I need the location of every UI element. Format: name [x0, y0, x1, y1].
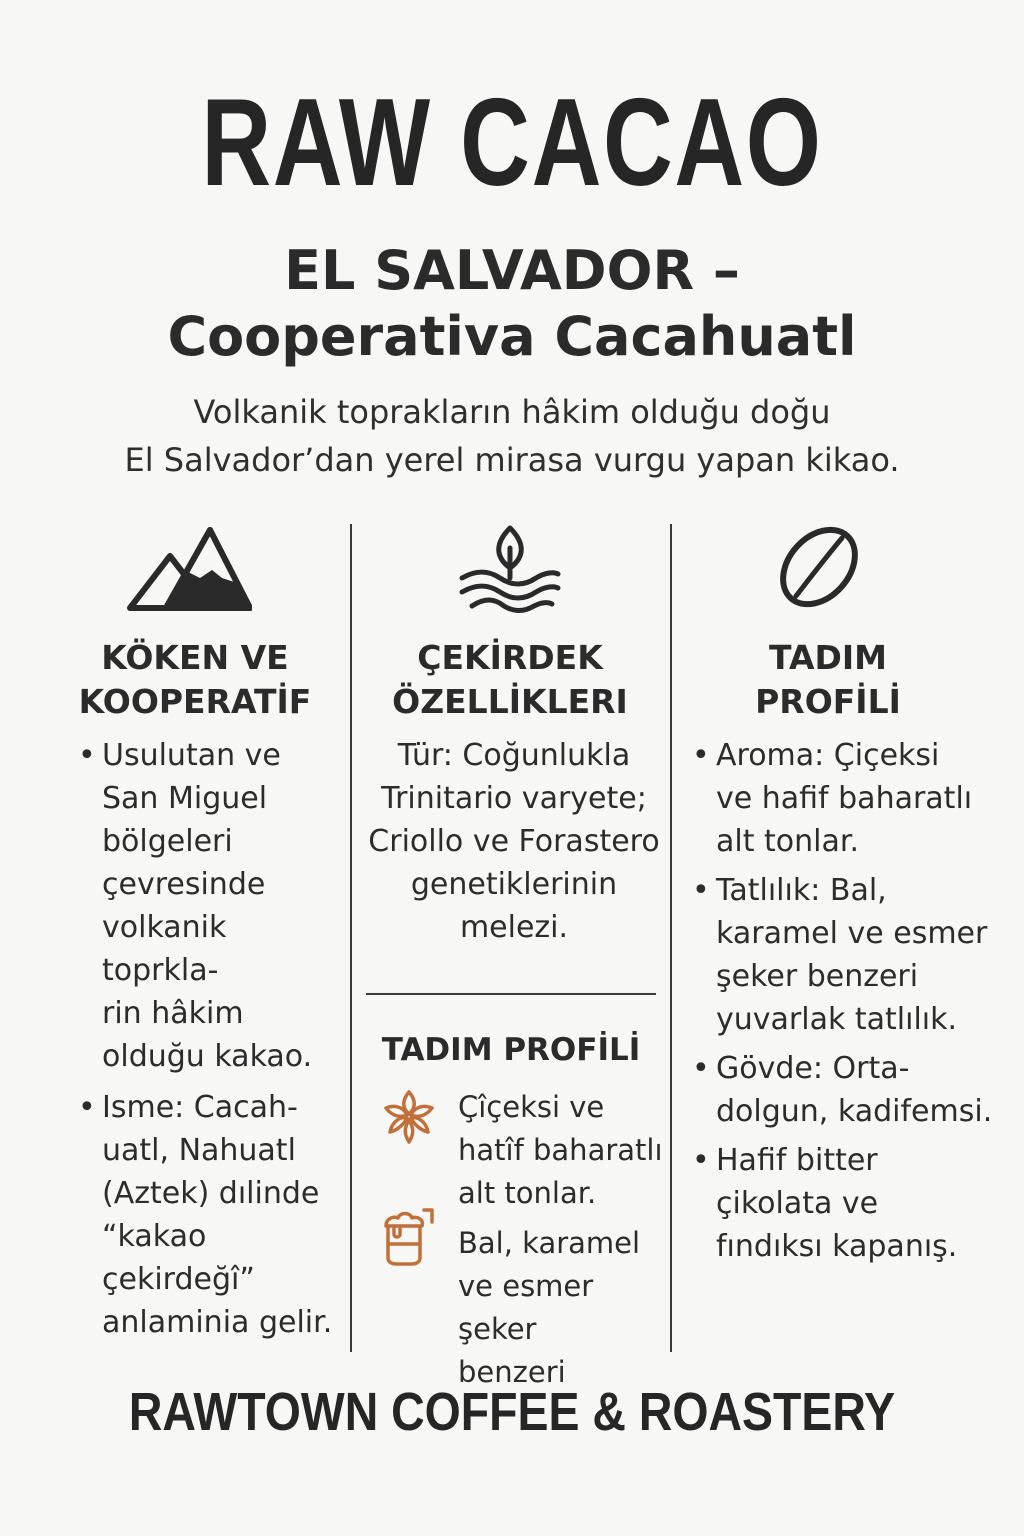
bullet: •	[692, 738, 710, 773]
bullet: •	[78, 1090, 96, 1125]
note-1-line-3: alt tonlar.	[458, 1176, 597, 1210]
origin-item-1-line-1: Usulutan ve	[102, 738, 281, 773]
bullet: •	[692, 1143, 710, 1178]
subtitle-line-1: EL SALVADOR –	[284, 239, 740, 302]
bean-line-1: Tür: Coğunlukla	[397, 738, 631, 773]
tasting-heading-line-1: TADIM	[769, 638, 887, 677]
list-item	[78, 1086, 348, 1344]
bean-heading	[352, 636, 668, 724]
section-divider	[366, 993, 656, 995]
honey-jar-icon	[380, 1204, 436, 1272]
tasting-item-3-line-2: dolgun, kadifemsi.	[716, 1094, 993, 1129]
origin-item-2-line-1: Isme: Cacah-	[102, 1090, 298, 1125]
origin-item-2-line-5: çekirdeğî”	[102, 1262, 255, 1297]
intro-line-1: Volkanik toprakların hâkim olduğu doğu	[193, 393, 831, 431]
intro-text	[0, 388, 1024, 484]
list-item	[692, 1139, 1010, 1268]
note-2-line-3: benzeri	[458, 1355, 566, 1389]
tasting-item-1-line-1: Aroma: Çiçeksi	[716, 738, 940, 773]
tasting-heading	[672, 636, 984, 724]
bean-line-5: melezi.	[459, 910, 569, 945]
origin-item-1-line-5: volkanik toprkla-	[102, 910, 227, 988]
origin-item-2-line-6: anlaminia gelir.	[102, 1305, 333, 1340]
tasting-subheading: TADIM PROFİLİ	[381, 1032, 641, 1068]
bean-column	[364, 734, 664, 949]
bean-line-2: Trinitario varyete;	[381, 781, 647, 816]
origin-heading-line-2: KOOPERATİF	[78, 682, 312, 721]
tasting-item-1-line-2: ve hafif baharatlı	[716, 781, 973, 816]
mountain-icon	[126, 522, 252, 616]
origin-heading	[40, 636, 350, 724]
product-title: RAW CACAO	[201, 74, 823, 212]
bullet: •	[692, 1051, 710, 1086]
origin-item-1-line-6: rin hâkim	[102, 996, 244, 1031]
list-item	[692, 734, 1010, 863]
note-2-line-2: ve esmer şeker	[458, 1269, 594, 1346]
bean-line-4: genetiklerinin	[410, 867, 618, 902]
tasting-item-4-line-1: Hafif bitter	[716, 1143, 878, 1178]
tasting-item-3-line-1: Gövde: Orta-	[716, 1051, 910, 1086]
origin-heading-line-1: KÖKEN VE	[101, 638, 289, 677]
tasting-item-2-line-1: Tatlılık: Bal,	[716, 873, 887, 908]
bean-line-3: Criollo ve Forastero	[368, 824, 660, 859]
tasting-item-1-line-3: alt tonlar.	[716, 824, 859, 859]
list-item	[692, 1047, 1010, 1133]
origin-item-1-line-4: çevresinde	[102, 867, 266, 902]
bean-heading-line-2: ÖZELLİKLERI	[392, 682, 628, 721]
origin-column	[78, 734, 348, 1352]
bullet: •	[78, 738, 96, 773]
origin-item-1-line-3: bölgeleri	[102, 824, 233, 859]
honey-note	[458, 1222, 663, 1394]
origin-item-2-line-3: (Aztek) dılinde	[102, 1176, 320, 1211]
subtitle-line-2: Cooperativa Cacahuatl	[167, 305, 857, 368]
origin-item-2-line-4: “kakao	[102, 1219, 207, 1254]
list-item	[78, 734, 348, 1078]
note-2-line-1: Bal, karamel	[458, 1226, 641, 1260]
bullet: •	[692, 873, 710, 908]
intro-line-2: El Salvador’dan yerel mirasa vurgu yapan kikao.	[124, 441, 900, 479]
origin-subtitle	[0, 238, 1024, 370]
tasting-item-2-line-3: şeker benzeri	[716, 959, 919, 994]
origin-item-2-line-2: uatl, Nahuatl	[102, 1133, 296, 1168]
tasting-heading-line-2: PROFİLİ	[755, 682, 901, 721]
origin-item-1-line-2: San Miguel	[102, 781, 268, 816]
list-item	[692, 869, 1010, 1041]
brand-footer: RAWTOWN COFFEE & ROASTERY	[128, 1382, 896, 1442]
note-1-line-2: hatîf baharatlı	[458, 1133, 663, 1167]
tasting-item-2-line-2: karamel ve esmer	[716, 916, 988, 951]
note-1-line-1: Çîçeksi ve	[458, 1090, 605, 1124]
flower-note	[458, 1086, 663, 1215]
water-sprout-icon	[458, 522, 562, 618]
tasting-item-4-line-2: çikolata ve	[716, 1186, 879, 1221]
bean-heading-line-1: ÇEKİRDEK	[417, 638, 603, 677]
cacao-bean-icon	[776, 522, 862, 616]
origin-item-1-line-7: olduğu kakao.	[102, 1039, 313, 1074]
tasting-item-2-line-4: yuvarlak tatlılık.	[716, 1002, 958, 1037]
flower-icon	[380, 1086, 438, 1150]
tasting-column	[692, 734, 1010, 1274]
tasting-item-4-line-3: fındıksı kapanış.	[716, 1229, 958, 1264]
